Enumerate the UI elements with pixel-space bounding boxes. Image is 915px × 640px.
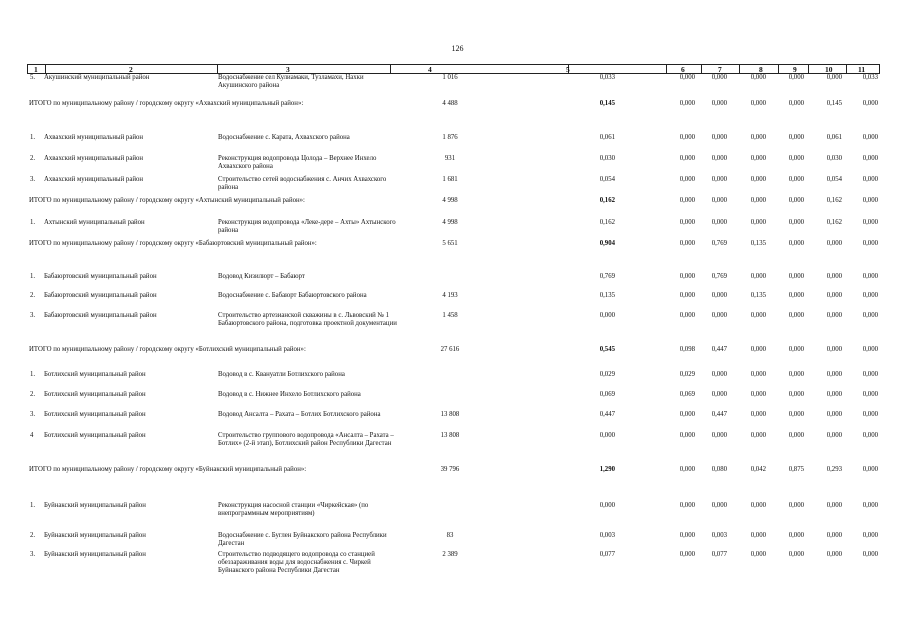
- row-number: 2.: [30, 391, 36, 398]
- cell-col8: 0,000: [750, 411, 766, 418]
- object-name: Реконструкция водопровода «Леке-дере – Ахты» Ахтынского района: [218, 219, 396, 234]
- cell-col9: 0,000: [788, 134, 804, 141]
- cell-col6: 0,000: [679, 100, 695, 107]
- cell-col9: 0,000: [788, 273, 804, 280]
- row-number: 2.: [30, 532, 36, 539]
- cell-col9: 0,000: [788, 197, 804, 204]
- cell-col5: 0,000: [599, 502, 615, 509]
- cell-col11: 0,000: [862, 240, 878, 247]
- cell-col4: 2 389: [442, 551, 458, 558]
- object-name: Строительство сетей водоснабжения с. Анчих Ахвахского района: [218, 176, 387, 191]
- cell-col5: 0,054: [599, 176, 615, 183]
- cell-col7: 0,000: [711, 197, 727, 204]
- cell-col11: 0,000: [862, 292, 878, 299]
- total-label: ИТОГО по муниципальному району / городскому округу «Буйнакский муниципальный район»:: [29, 466, 307, 473]
- col-header-1: 1: [34, 65, 38, 74]
- cell-col9: 0,000: [788, 346, 804, 353]
- cell-col5: 0,545: [599, 346, 615, 353]
- col-header-10: 10: [825, 65, 833, 74]
- cell-col6: 0,000: [679, 134, 695, 141]
- cell-col8: 0,000: [750, 74, 766, 81]
- cell-col10: 0,000: [826, 273, 842, 280]
- cell-col9: 0,000: [788, 292, 804, 299]
- cell-col4: 4 998: [442, 197, 458, 204]
- col-header-3: 3: [286, 65, 290, 74]
- cell-col11: 0,000: [862, 197, 878, 204]
- district-name: Ахвахский муниципальный район: [44, 134, 144, 141]
- cell-col11: 0,000: [862, 432, 878, 439]
- cell-col7: 0,000: [711, 219, 727, 226]
- cell-col11: 0,000: [862, 371, 878, 378]
- col-header-8: 8: [759, 65, 763, 74]
- cell-col8: 0,000: [750, 219, 766, 226]
- cell-col6: 0,000: [679, 551, 695, 558]
- col-header-5: 5: [566, 65, 570, 74]
- page-number: 126: [451, 44, 464, 53]
- cell-col11: 0,000: [862, 466, 878, 473]
- cell-col9: 0,000: [788, 411, 804, 418]
- cell-col6: 0,000: [679, 219, 695, 226]
- cell-col9: 0,000: [788, 371, 804, 378]
- cell-col11: 0,000: [862, 100, 878, 107]
- row-number: 1.: [30, 502, 36, 509]
- row-number: 5.: [30, 74, 36, 81]
- cell-col11: 0,000: [862, 551, 878, 558]
- cell-col8: 0,042: [750, 466, 766, 473]
- cell-col8: 0,000: [750, 100, 766, 107]
- cell-col7: 0,769: [711, 240, 727, 247]
- col-header-4: 4: [428, 65, 432, 74]
- cell-col5: 1,290: [599, 466, 615, 473]
- col-header-11: 11: [858, 65, 866, 74]
- cell-col6: 0,098: [679, 346, 695, 353]
- cell-col11: 0,000: [862, 391, 878, 398]
- col-header-9: 9: [793, 65, 797, 74]
- row-number: 4: [30, 432, 34, 439]
- cell-col11: 0,000: [862, 155, 878, 162]
- cell-col9: 0,000: [788, 155, 804, 162]
- cell-col7: 0,000: [711, 292, 727, 299]
- cell-col6: 0,000: [679, 466, 695, 473]
- object-name: Строительство артезианской скважины в с. Львовский № 1 Бабаюртовского района, подготовка проектной документации: [218, 312, 397, 327]
- cell-col11: 0,000: [862, 532, 878, 539]
- district-name: Буйнакский муниципальный район: [44, 532, 146, 539]
- object-name: Строительство группового водопровода «Ансалта – Рахата – Ботлих» (2-й этап), Ботлихский район Республики Дагестан: [218, 432, 394, 447]
- cell-col10: 0,000: [826, 371, 842, 378]
- district-name: Бабаюртовский муниципальный район: [44, 273, 157, 280]
- cell-col8: 0,000: [750, 155, 766, 162]
- cell-col8: 0,000: [750, 432, 766, 439]
- cell-col11: 0,000: [862, 312, 878, 319]
- cell-col8: 0,135: [750, 292, 766, 299]
- object-name: Реконструкция насосной станции «Чиркейская» (по внепрограммным мероприятиям): [218, 502, 369, 517]
- row-number: 2.: [30, 155, 36, 162]
- cell-col11: 0,000: [862, 502, 878, 509]
- cell-col9: 0,000: [788, 219, 804, 226]
- cell-col11: 0,000: [862, 411, 878, 418]
- cell-col5: 0,135: [599, 292, 615, 299]
- cell-col7: 0,769: [711, 273, 727, 280]
- cell-col11: 0,000: [862, 134, 878, 141]
- total-label: ИТОГО по муниципальному району / городскому округу «Бабаюртовский муниципальный район»:: [29, 240, 317, 247]
- row-number: 3.: [30, 411, 36, 418]
- cell-col7: 0,000: [711, 134, 727, 141]
- cell-col6: 0,000: [679, 432, 695, 439]
- cell-col10: 0,054: [826, 176, 842, 183]
- cell-col10: 0,293: [826, 466, 842, 473]
- cell-col8: 0,000: [750, 197, 766, 204]
- column-header-row: [27, 64, 880, 74]
- object-name: Водоснабжение сел Кулиамаки, Тузламахи, Нахки Акушинского района: [218, 74, 364, 89]
- cell-col6: 0,000: [679, 292, 695, 299]
- cell-col6: 0,000: [679, 502, 695, 509]
- row-number: 3.: [30, 176, 36, 183]
- cell-col6: 0,000: [679, 532, 695, 539]
- cell-col9: 0,000: [788, 74, 804, 81]
- cell-col9: 0,000: [788, 240, 804, 247]
- cell-col7: 0,000: [711, 100, 727, 107]
- cell-col9: 0,000: [788, 176, 804, 183]
- cell-col6: 0,000: [679, 411, 695, 418]
- object-name: Реконструкция водопровода Цолода – Верхнее Инхело Ахвахского района: [218, 155, 377, 170]
- cell-col5: 0,003: [599, 532, 615, 539]
- cell-col4: 27 616: [440, 346, 460, 353]
- cell-col8: 0,000: [750, 312, 766, 319]
- cell-col7: 0,000: [711, 155, 727, 162]
- district-name: Акушинский муниципальный район: [44, 74, 150, 81]
- cell-col5: 0,000: [599, 312, 615, 319]
- cell-col6: 0,000: [679, 176, 695, 183]
- cell-col4: 4 193: [442, 292, 458, 299]
- cell-col5: 0,077: [599, 551, 615, 558]
- cell-col11: 0,000: [862, 273, 878, 280]
- cell-col9: 0,000: [788, 551, 804, 558]
- district-name: Буйнакский муниципальный район: [44, 502, 146, 509]
- cell-col8: 0,000: [750, 134, 766, 141]
- cell-col5: 0,029: [599, 371, 615, 378]
- cell-col9: 0,000: [788, 532, 804, 539]
- cell-col10: 0,030: [826, 155, 842, 162]
- cell-col7: 0,000: [711, 176, 727, 183]
- cell-col10: 0,162: [826, 197, 842, 204]
- row-number: 1.: [30, 219, 36, 226]
- cell-col6: 0,000: [679, 273, 695, 280]
- cell-col4: 83: [446, 532, 454, 539]
- cell-col11: 0,000: [862, 219, 878, 226]
- cell-col10: 0,000: [826, 312, 842, 319]
- cell-col7: 0,003: [711, 532, 727, 539]
- cell-col11: 0,033: [862, 74, 878, 81]
- cell-col10: 0,000: [826, 532, 842, 539]
- cell-col10: 0,000: [826, 346, 842, 353]
- cell-col4: 1 681: [442, 176, 458, 183]
- district-name: Ботлихский муниципальный район: [44, 411, 146, 418]
- cell-col6: 0,000: [679, 155, 695, 162]
- cell-col10: 0,000: [826, 432, 842, 439]
- row-number: 3.: [30, 551, 36, 558]
- cell-col4: 13 808: [440, 411, 460, 418]
- cell-col5: 0,145: [599, 100, 615, 107]
- object-name: Водоснабжение с. Карата, Ахвахского района: [218, 134, 350, 141]
- cell-col8: 0,000: [750, 176, 766, 183]
- cell-col4: 931: [444, 155, 456, 162]
- cell-col5: 0,769: [599, 273, 615, 280]
- cell-col10: 0,000: [826, 502, 842, 509]
- cell-col10: 0,000: [826, 551, 842, 558]
- cell-col7: 0,447: [711, 411, 727, 418]
- cell-col5: 0,447: [599, 411, 615, 418]
- total-label: ИТОГО по муниципальному району / городскому округу «Ахтынский муниципальный район»:: [29, 197, 305, 204]
- district-name: Ботлихский муниципальный район: [44, 391, 146, 398]
- cell-col5: 0,069: [599, 391, 615, 398]
- cell-col4: 1 876: [442, 134, 458, 141]
- cell-col9: 0,000: [788, 391, 804, 398]
- object-name: Водоснабжение с. Буглен Буйнакского района Республики Дагестан: [218, 532, 387, 547]
- cell-col4: 4 488: [442, 100, 458, 107]
- cell-col8: 0,000: [750, 346, 766, 353]
- row-number: 1.: [30, 134, 36, 141]
- district-name: Буйнакский муниципальный район: [44, 551, 146, 558]
- cell-col10: 0,061: [826, 134, 842, 141]
- cell-col10: 0,145: [826, 100, 842, 107]
- col-header-6: 6: [681, 65, 685, 74]
- cell-col9: 0,000: [788, 312, 804, 319]
- cell-col7: 0,447: [711, 346, 727, 353]
- cell-col10: 0,000: [826, 391, 842, 398]
- row-number: 1.: [30, 371, 36, 378]
- object-name: Водовод Ансалта – Рахата – Ботлих Ботлихского района: [218, 411, 381, 418]
- cell-col10: 0,000: [826, 292, 842, 299]
- district-name: Бабаюртовский муниципальный район: [44, 312, 157, 319]
- cell-col7: 0,080: [711, 466, 727, 473]
- object-name: Водовод Кизилюрт – Бабаюрт: [218, 273, 305, 280]
- cell-col10: 0,162: [826, 219, 842, 226]
- cell-col4: 13 808: [440, 432, 460, 439]
- cell-col6: 0,069: [679, 391, 695, 398]
- cell-col8: 0,000: [750, 391, 766, 398]
- cell-col6: 0,000: [679, 240, 695, 247]
- district-name: Ахвахский муниципальный район: [44, 176, 144, 183]
- district-name: Ботлихский муниципальный район: [44, 432, 146, 439]
- row-number: 2.: [30, 292, 36, 299]
- total-label: ИТОГО по муниципальному району / городскому округу «Ботлихский муниципальный район»:: [29, 346, 306, 353]
- cell-col4: 1 458: [442, 312, 458, 319]
- col-header-7: 7: [718, 65, 722, 74]
- cell-col4: 39 796: [440, 466, 460, 473]
- cell-col6: 0,000: [679, 74, 695, 81]
- col-header-2: 2: [129, 65, 133, 74]
- cell-col5: 0,000: [599, 432, 615, 439]
- cell-col9: 0,000: [788, 100, 804, 107]
- district-name: Бабаюртовский муниципальный район: [44, 292, 157, 299]
- cell-col8: 0,000: [750, 551, 766, 558]
- cell-col8: 0,135: [750, 240, 766, 247]
- cell-col8: 0,000: [750, 273, 766, 280]
- cell-col11: 0,000: [862, 346, 878, 353]
- district-name: Ахтынский муниципальный район: [44, 219, 145, 226]
- row-number: 1.: [30, 273, 36, 280]
- cell-col9: 0,000: [788, 432, 804, 439]
- cell-col11: 0,000: [862, 176, 878, 183]
- cell-col7: 0,000: [711, 391, 727, 398]
- object-name: Водоснабжение с. Бабаюрт Бабаюртовского района: [218, 292, 367, 299]
- cell-col10: 0,000: [826, 411, 842, 418]
- district-name: Ботлихский муниципальный район: [44, 371, 146, 378]
- object-name: Строительство подводящего водопровода со станцией обеззараживания воды для водоснабжения с. Чиркей Буйнакского района Республики Дагестан: [218, 551, 375, 574]
- district-name: Ахвахский муниципальный район: [44, 155, 144, 162]
- cell-col7: 0,000: [711, 74, 727, 81]
- cell-col4: 4 998: [442, 219, 458, 226]
- cell-col5: 0,904: [599, 240, 615, 247]
- cell-col7: 0,000: [711, 432, 727, 439]
- cell-col9: 0,000: [788, 502, 804, 509]
- cell-col5: 0,061: [599, 134, 615, 141]
- object-name: Водовод в с. Нижнее Инхело Ботлихского района: [218, 391, 361, 398]
- cell-col6: 0,000: [679, 312, 695, 319]
- cell-col4: 1 016: [442, 74, 458, 81]
- row-number: 3.: [30, 312, 36, 319]
- cell-col6: 0,000: [679, 197, 695, 204]
- cell-col10: 0,000: [826, 240, 842, 247]
- cell-col7: 0,000: [711, 502, 727, 509]
- cell-col5: 0,030: [599, 155, 615, 162]
- object-name: Водовод в с. Квануатли Ботлихского района: [218, 371, 345, 378]
- cell-col5: 0,162: [599, 219, 615, 226]
- cell-col8: 0,000: [750, 371, 766, 378]
- cell-col5: 0,033: [599, 74, 615, 81]
- cell-col8: 0,000: [750, 502, 766, 509]
- cell-col7: 0,000: [711, 371, 727, 378]
- total-label: ИТОГО по муниципальному району / городскому округу «Ахвахский муниципальный район»:: [29, 100, 304, 107]
- cell-col10: 0,000: [826, 74, 842, 81]
- cell-col5: 0,162: [599, 197, 615, 204]
- cell-col8: 0,000: [750, 532, 766, 539]
- cell-col7: 0,000: [711, 312, 727, 319]
- cell-col4: 5 651: [442, 240, 458, 247]
- cell-col7: 0,077: [711, 551, 727, 558]
- cell-col6: 0,029: [679, 371, 695, 378]
- cell-col9: 0,875: [788, 466, 804, 473]
